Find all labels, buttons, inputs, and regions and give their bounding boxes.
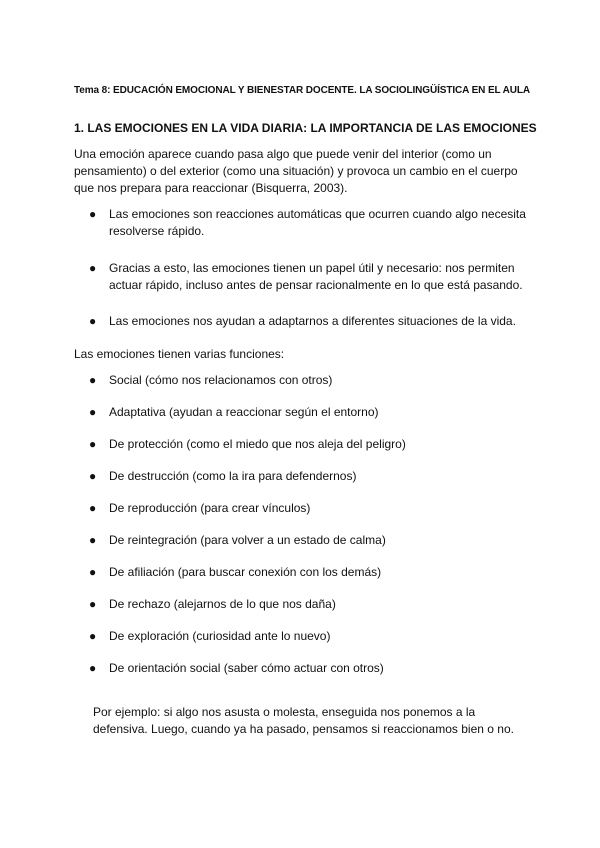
list-item [74, 436, 534, 453]
list-item-text: Adaptativa (ayudan a reaccionar según el entorno) [109, 405, 379, 419]
list-item-text: Las emociones son reacciones automáticas que ocurren cuando algo necesita resolverse rápido. [109, 207, 526, 238]
bullet-icon: ● [89, 405, 97, 419]
list-item [74, 596, 534, 613]
list-item [74, 313, 534, 330]
list-item [74, 468, 534, 485]
list-item [74, 660, 534, 677]
bullet-icon: ● [89, 597, 97, 611]
functions-intro: Las emociones tienen varias funciones: [74, 347, 285, 361]
list-item [74, 372, 534, 389]
bullet-icon: ● [89, 629, 97, 643]
bullet-icon: ● [89, 207, 97, 221]
functions-list [74, 372, 534, 692]
bullet-icon: ● [89, 661, 97, 675]
bullet-icon: ● [89, 373, 97, 387]
example-paragraph: Por ejemplo: si algo nos asusta o molesta, enseguida nos ponemos a la defensiva. Luego, cuando ya ha pasado, pensamos si reaccionamos bien o no. [93, 705, 514, 736]
key-points-list [74, 206, 534, 330]
list-item-text: De orientación social (saber cómo actuar con otros) [109, 661, 384, 675]
list-item-text: Gracias a esto, las emociones tienen un papel útil y necesario: nos permiten actuar rápido, incluso antes de pensar racionalmente en lo que está pasando. [109, 261, 523, 292]
bullet-icon: ● [89, 565, 97, 579]
list-item [74, 564, 534, 581]
list-item-text: De protección (como el miedo que nos aleja del peligro) [109, 437, 406, 451]
bullet-icon: ● [89, 469, 97, 483]
list-item-text: De reproducción (para crear vínculos) [109, 501, 311, 515]
list-item-text: De reintegración (para volver a un estado de calma) [109, 533, 386, 547]
section-heading: 1. LAS EMOCIONES EN LA VIDA DIARIA: LA IMPORTANCIA DE LAS EMOCIONES [74, 121, 537, 135]
list-item [74, 500, 534, 517]
list-item-text: Las emociones nos ayudan a adaptarnos a diferentes situaciones de la vida. [109, 314, 516, 328]
list-item [74, 404, 534, 421]
bullet-icon: ● [89, 437, 97, 451]
list-item-text: De destrucción (como la ira para defendernos) [109, 469, 357, 483]
list-item [74, 628, 534, 645]
list-item [74, 260, 534, 294]
intro-paragraph: Una emoción aparece cuando pasa algo que puede venir del interior (como un pensamiento) o del exterior (como una situación) y provoca un cambio en el cuerpo que nos prepara para reaccionar (Bisquerra, 2003). [74, 147, 518, 195]
list-item-text: Social (cómo nos relacionamos con otros) [109, 373, 333, 387]
list-item [74, 532, 534, 549]
list-item-text: De exploración (curiosidad ante lo nuevo) [109, 629, 331, 643]
bullet-icon: ● [89, 533, 97, 547]
bullet-icon: ● [89, 261, 97, 275]
topic-title: Tema 8: EDUCACIÓN EMOCIONAL Y BIENESTAR DOCENTE. LA SOCIOLINGÜÍSTICA EN EL AULA [74, 85, 531, 96]
list-item-text: De rechazo (alejarnos de lo que nos daña) [109, 597, 336, 611]
bullet-icon: ● [89, 501, 97, 515]
list-item [74, 206, 534, 240]
list-item-text: De afiliación (para buscar conexión con los demás) [109, 565, 382, 579]
bullet-icon: ● [89, 314, 97, 328]
